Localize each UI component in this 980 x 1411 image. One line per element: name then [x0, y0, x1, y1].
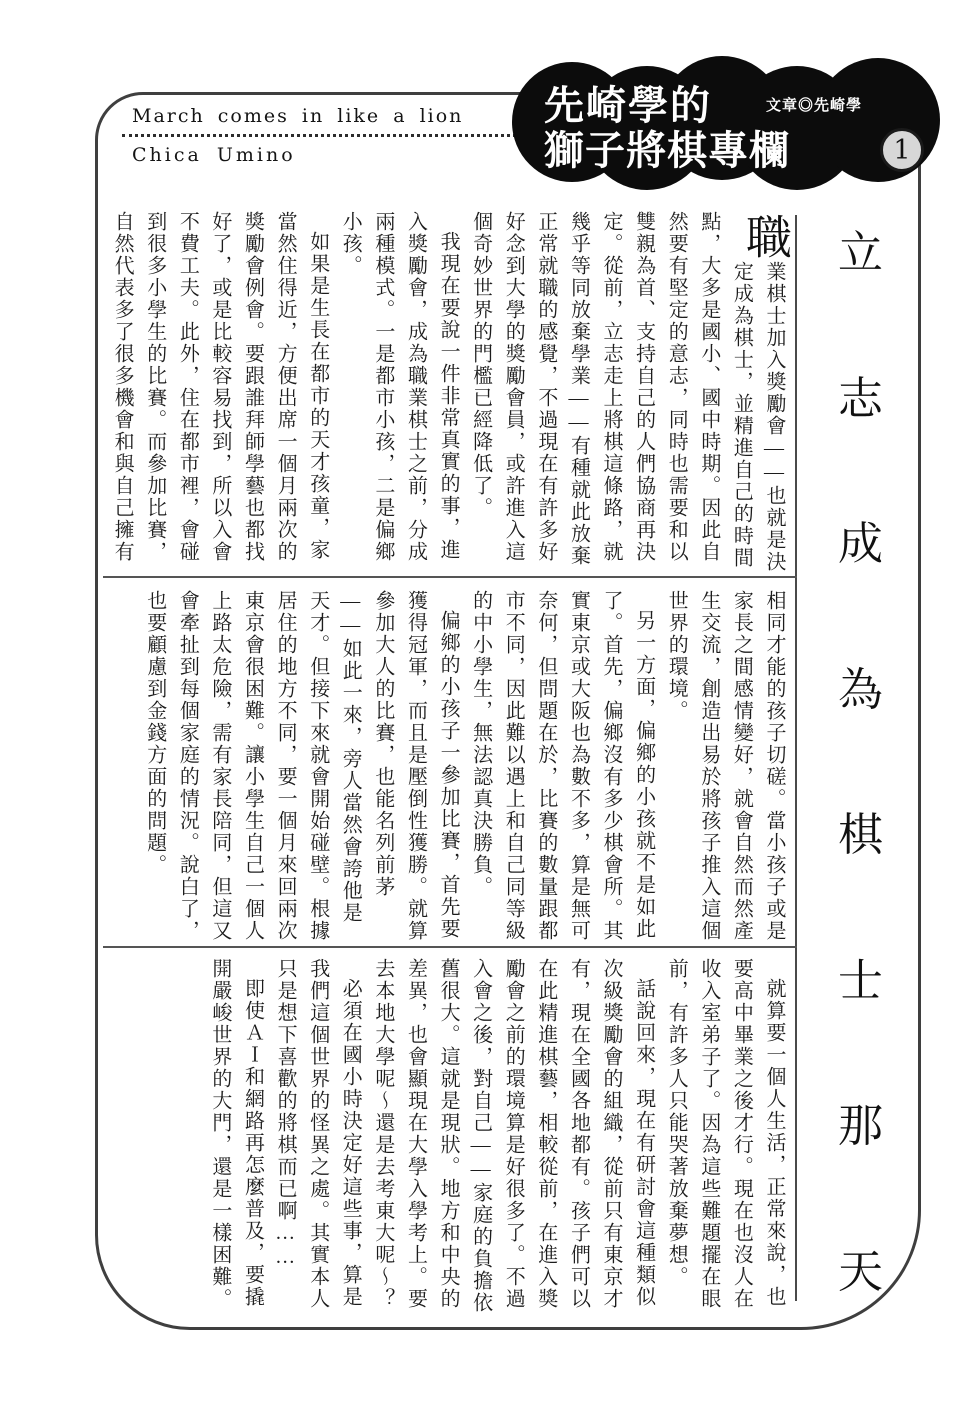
- paragraph: 另一方面，偏鄉的小孩就不是如此了。首先，偏鄉沒有多少棋會所。其實東京或大阪也為數不多，算是無可奈何，但問題在於，比賽的數量跟都市不同，因此難以遇上和自己同等級的中小學生，無法認真決勝負。: [469, 590, 655, 942]
- series-author: Chica Umino: [132, 144, 296, 166]
- paragraph: 就算要一個人生活，正常來說，也要高中畢業之後才行。現在也沒人在收入室弟子了。因為這些難題擺在眼前，有許多人只能哭著放棄夢想。: [665, 958, 785, 1310]
- text-band-2: [95, 590, 790, 945]
- paragraph: 話說回來，現在有研討會這種類似次級獎勵會的組織，從前只有東京才有，現在全國各地都有。孩子們可以在此精進棋藝，相較從前，在進入獎勵會之前的環境算是好很多了。不過入會之後，對自己——家庭的負擔依舊很大。這就是現狀。地方和中央的差異，也會顯現在大學入學考上。要去本地大學呢～還是去考東大呢～？: [371, 958, 655, 1314]
- title-char: 棋: [837, 810, 883, 861]
- paragraph: [464, 211, 790, 576]
- series-logo: [122, 103, 558, 166]
- issue-number: 1: [893, 134, 911, 166]
- title-char: 志: [837, 373, 883, 424]
- paragraph-text: 業棋士加入獎勵會——也就是決定成為棋士，並精進自己的時間點，大多是國小、國中時期。因此自然要有堅定的意志，同時也需要和以雙親為首、支持自己的人們協商再決定。從前，立志走上將棋這條路，就幾乎等同放棄學業——有種就此放棄正常就職的感覺，不過現在有許多好好念到大學的獎勵會員，或許進入這個奇妙世界的門檻已經降低了。: [469, 211, 785, 573]
- paragraph: 我現在要說一件非常真實的事，進入獎勵會，成為職業棋士之前，分成兩種模式。一是都市小孩，二是偏鄉小孩。: [339, 211, 460, 563]
- title-char: 那: [837, 1101, 883, 1152]
- paragraph: 偏鄉的小孩子一參加比賽，首先要獲得冠軍，而且是壓倒性獲勝。就算參加大人的比賽，也能名列前茅——如此一來，旁人當然會誇他是天才。但接下來就會開始碰壁。根據居住的地方不同，要一個月來回兩次東京會很困難。讓小學生自己一個人上路太危險，需有家長陪同，但這又會牽扯到每個家庭的情況。說白了，也要顧慮到金錢方面的問題。: [143, 590, 460, 942]
- title-char: 為: [837, 664, 883, 715]
- title-divider-vertical: [795, 215, 797, 1301]
- title-char: 士: [837, 955, 883, 1006]
- text-band-1: [95, 211, 790, 576]
- badge-credit: 文章◎先崎學: [766, 97, 863, 114]
- section-divider-2: [103, 946, 797, 948]
- paragraph: 相同才能的孩子切磋。當小孩子或是家長之間感情變好，就會自然而然產生交流，創造出易於將孩子推入這個世界的環境。: [665, 590, 785, 942]
- title-char: 天: [837, 1246, 883, 1297]
- section-divider-1: [103, 576, 797, 578]
- badge-title-line2: 獅子將棋專欄: [544, 129, 790, 173]
- article-title-vertical: [800, 216, 921, 1300]
- badge-title-line1: 先崎學的: [544, 84, 712, 128]
- paragraph: 即使ＡＩ和網路再怎麼普及，要撬開嚴峻世界的大門，還是一樣困難。: [208, 958, 264, 1310]
- title-char: 立: [837, 228, 883, 278]
- series-title: March comes in like a lion: [132, 105, 464, 127]
- column-badge: [512, 56, 942, 192]
- title-char: 成: [837, 519, 883, 570]
- text-band-3: [95, 958, 790, 1328]
- issue-number-badge: [880, 128, 924, 172]
- drop-cap: 職: [740, 213, 791, 259]
- paragraph: 如果是生長在都市的天才孩童，家當然住得近，方便出席一個月兩次的獎勵會例會。要跟誰拜師學藝也都找好了，或是比較容易找到，所以入會不費工夫。此外，住在都市裡，會碰到很多小學生的比賽。而參加比賽，自然代表多了很多機會和與自己擁有: [111, 211, 329, 563]
- paragraph: 必須在國小時決定好這些事，算是我們這個世界的怪異之處。其實本人只是想下喜歡的將棋而已啊……: [274, 958, 362, 1310]
